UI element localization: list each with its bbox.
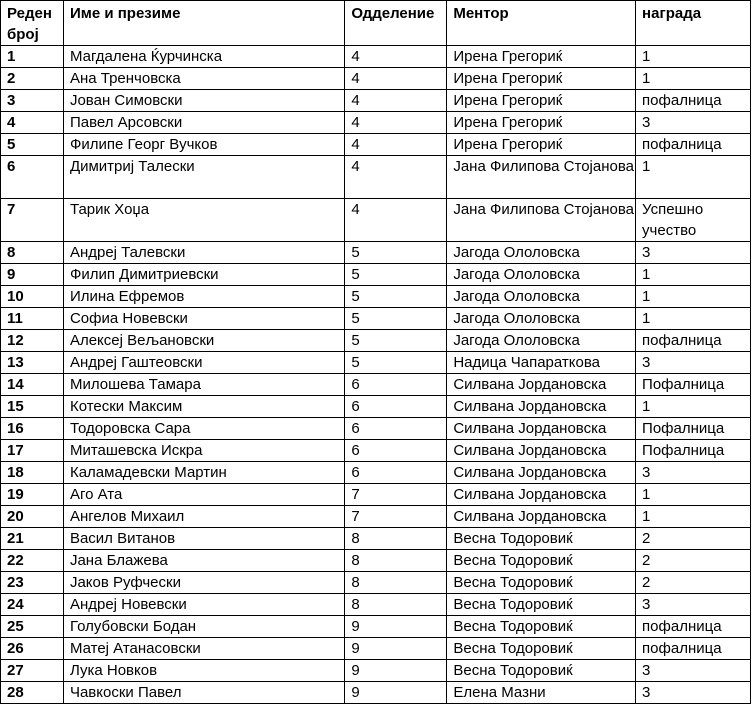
cell-grade: 4 (345, 156, 447, 199)
cell-grade: 9 (345, 638, 447, 660)
table-row (1, 484, 751, 506)
cell-award: 2 (636, 550, 751, 572)
cell-number: 22 (1, 550, 64, 572)
table-row (1, 616, 751, 638)
cell-grade: 5 (345, 308, 447, 330)
cell-name: Андреј Гаштеовски (63, 352, 344, 374)
cell-award: 1 (636, 286, 751, 308)
cell-grade: 9 (345, 616, 447, 638)
cell-grade: 5 (345, 330, 447, 352)
table-row (1, 462, 751, 484)
cell-award: 1 (636, 396, 751, 418)
cell-award: 1 (636, 156, 751, 199)
table-row (1, 638, 751, 660)
cell-grade: 7 (345, 506, 447, 528)
table-row (1, 134, 751, 156)
header-mentor: Ментор (447, 1, 636, 46)
cell-mentor: Силвана Јордановска (447, 418, 636, 440)
cell-number: 9 (1, 264, 64, 286)
cell-award: 1 (636, 264, 751, 286)
table-row (1, 286, 751, 308)
cell-name: Андреј Талевски (63, 242, 344, 264)
table-row (1, 660, 751, 682)
header-row (1, 1, 751, 46)
cell-number: 6 (1, 156, 64, 199)
cell-award: 1 (636, 68, 751, 90)
cell-mentor: Силвана Јордановска (447, 374, 636, 396)
cell-mentor: Ирена Грегориќ (447, 90, 636, 112)
header-number: Реден број (1, 1, 64, 46)
cell-mentor: Надица Чапаратков​а (447, 352, 636, 374)
cell-award: 1 (636, 484, 751, 506)
cell-number: 10 (1, 286, 64, 308)
cell-award: пофалница (636, 90, 751, 112)
cell-number: 13 (1, 352, 64, 374)
cell-grade: 5 (345, 286, 447, 308)
cell-name: Јаков Руфчески (63, 572, 344, 594)
table-body (1, 46, 751, 704)
cell-number: 3 (1, 90, 64, 112)
cell-mentor: Ирена Грегориќ (447, 134, 636, 156)
cell-name: Павел Арсовски (63, 112, 344, 134)
table-row (1, 68, 751, 90)
cell-grade: 7 (345, 484, 447, 506)
cell-number: 12 (1, 330, 64, 352)
cell-grade: 8 (345, 528, 447, 550)
cell-name: Филип Димитриевски (63, 264, 344, 286)
cell-mentor: Силвана Јордановска (447, 462, 636, 484)
cell-name: Чавкоски Павел (63, 682, 344, 704)
cell-award: 1 (636, 308, 751, 330)
cell-mentor: Елена Мазни (447, 682, 636, 704)
cell-name: Алексеј Вељановски (63, 330, 344, 352)
cell-award: 3 (636, 112, 751, 134)
table-row (1, 46, 751, 68)
header-award: награда (636, 1, 751, 46)
table-row (1, 682, 751, 704)
cell-name: Лука Новков (63, 660, 344, 682)
cell-mentor: Весна Тодоровиќ (447, 594, 636, 616)
table-row (1, 572, 751, 594)
cell-name: Тарик Хоџа (63, 199, 344, 242)
cell-mentor: Силвана Јордановска (447, 484, 636, 506)
cell-number: 1 (1, 46, 64, 68)
cell-grade: 8 (345, 594, 447, 616)
cell-grade: 6 (345, 396, 447, 418)
table-row (1, 264, 751, 286)
table-row (1, 418, 751, 440)
cell-name: Голубовски Бодан (63, 616, 344, 638)
cell-name: Тодоровска Сара (63, 418, 344, 440)
cell-name: Филипе Георг Вучков (63, 134, 344, 156)
cell-number: 4 (1, 112, 64, 134)
cell-name: Аго Ата (63, 484, 344, 506)
cell-award: 3 (636, 462, 751, 484)
cell-name: Милошева Тамара (63, 374, 344, 396)
cell-mentor: Ирена Грегориќ (447, 68, 636, 90)
cell-award: Пофалница (636, 440, 751, 462)
table-row (1, 440, 751, 462)
cell-number: 28 (1, 682, 64, 704)
cell-mentor: Весна Тодоровиќ (447, 638, 636, 660)
table-row (1, 374, 751, 396)
cell-grade: 8 (345, 572, 447, 594)
cell-mentor: Ирена Грегориќ (447, 112, 636, 134)
cell-mentor: Весна Тодоровиќ (447, 528, 636, 550)
cell-number: 15 (1, 396, 64, 418)
cell-number: 2 (1, 68, 64, 90)
table-row (1, 506, 751, 528)
cell-grade: 8 (345, 550, 447, 572)
cell-grade: 4 (345, 68, 447, 90)
cell-name: Софиа Новевски (63, 308, 344, 330)
table-row (1, 90, 751, 112)
cell-number: 26 (1, 638, 64, 660)
cell-award: Успешно учество (636, 199, 751, 242)
table-row (1, 528, 751, 550)
cell-name: Јана Блажева (63, 550, 344, 572)
cell-number: 7 (1, 199, 64, 242)
cell-number: 11 (1, 308, 64, 330)
cell-grade: 5 (345, 352, 447, 374)
cell-mentor: Ирена Грегориќ (447, 46, 636, 68)
cell-number: 16 (1, 418, 64, 440)
header-name: Име и презиме (63, 1, 344, 46)
table-row (1, 199, 751, 242)
table-row (1, 308, 751, 330)
cell-award: 1 (636, 46, 751, 68)
cell-mentor: Јагода Ололовска (447, 330, 636, 352)
cell-name: Андреј Новевски (63, 594, 344, 616)
cell-award: Пофалница (636, 418, 751, 440)
cell-name: Котески Максим (63, 396, 344, 418)
cell-number: 5 (1, 134, 64, 156)
header-grade: Одделение (345, 1, 447, 46)
cell-number: 17 (1, 440, 64, 462)
cell-number: 19 (1, 484, 64, 506)
cell-grade: 4 (345, 46, 447, 68)
cell-number: 27 (1, 660, 64, 682)
cell-award: 3 (636, 352, 751, 374)
cell-number: 23 (1, 572, 64, 594)
cell-number: 8 (1, 242, 64, 264)
table-row (1, 242, 751, 264)
cell-grade: 6 (345, 462, 447, 484)
cell-name: Јован Симовски (63, 90, 344, 112)
cell-grade: 5 (345, 242, 447, 264)
cell-award: пофалница (636, 616, 751, 638)
table-row (1, 112, 751, 134)
cell-name: Магдалена Ќурчинска (63, 46, 344, 68)
cell-award: пофалница (636, 134, 751, 156)
cell-number: 21 (1, 528, 64, 550)
cell-grade: 6 (345, 440, 447, 462)
cell-award: 2 (636, 528, 751, 550)
cell-mentor: Силвана Јордановска (447, 506, 636, 528)
cell-grade: 5 (345, 264, 447, 286)
cell-mentor: Јана Филипова Стојанова (447, 156, 636, 199)
cell-mentor: Весна Тодоровиќ (447, 550, 636, 572)
cell-number: 14 (1, 374, 64, 396)
cell-award: пофалница (636, 638, 751, 660)
cell-award: пофалница (636, 330, 751, 352)
cell-award: 3 (636, 682, 751, 704)
cell-number: 20 (1, 506, 64, 528)
cell-award: 1 (636, 506, 751, 528)
cell-mentor: Јагода Ололовска (447, 264, 636, 286)
cell-name: Миташевска Искра (63, 440, 344, 462)
table-row (1, 550, 751, 572)
cell-grade: 6 (345, 418, 447, 440)
cell-grade: 9 (345, 682, 447, 704)
cell-mentor: Силвана Јордановска (447, 440, 636, 462)
cell-mentor: Јана Филипова Стојанова (447, 199, 636, 242)
cell-award: 3 (636, 660, 751, 682)
table-row (1, 352, 751, 374)
cell-mentor: Весна Тодоровиќ (447, 660, 636, 682)
cell-mentor: Јагода Ололовска (447, 308, 636, 330)
cell-grade: 9 (345, 660, 447, 682)
cell-grade: 6 (345, 374, 447, 396)
cell-mentor: Весна Тодоровиќ (447, 572, 636, 594)
cell-mentor: Силвана Јордановска (447, 396, 636, 418)
cell-number: 25 (1, 616, 64, 638)
cell-award: 3 (636, 242, 751, 264)
cell-name: Матеј Атанасовски (63, 638, 344, 660)
table-row (1, 156, 751, 199)
cell-name: Каламадевски Мартин (63, 462, 344, 484)
cell-mentor: Јагода Ололовска (447, 286, 636, 308)
cell-number: 24 (1, 594, 64, 616)
cell-mentor: Весна Тодоровиќ (447, 616, 636, 638)
table-row (1, 330, 751, 352)
cell-award: 3 (636, 594, 751, 616)
cell-grade: 4 (345, 134, 447, 156)
cell-grade: 4 (345, 199, 447, 242)
cell-award: Пофалница (636, 374, 751, 396)
cell-name: Ангелов Михаил (63, 506, 344, 528)
cell-grade: 4 (345, 112, 447, 134)
table-row (1, 594, 751, 616)
cell-number: 18 (1, 462, 64, 484)
cell-name: Васил Витанов (63, 528, 344, 550)
cell-name: Илина Ефремов (63, 286, 344, 308)
cell-name: Ана Тренчовска (63, 68, 344, 90)
table-row (1, 396, 751, 418)
cell-mentor: Јагода Ололовска (447, 242, 636, 264)
cell-name: Димитриј Талески (63, 156, 344, 199)
cell-grade: 4 (345, 90, 447, 112)
cell-award: 2 (636, 572, 751, 594)
